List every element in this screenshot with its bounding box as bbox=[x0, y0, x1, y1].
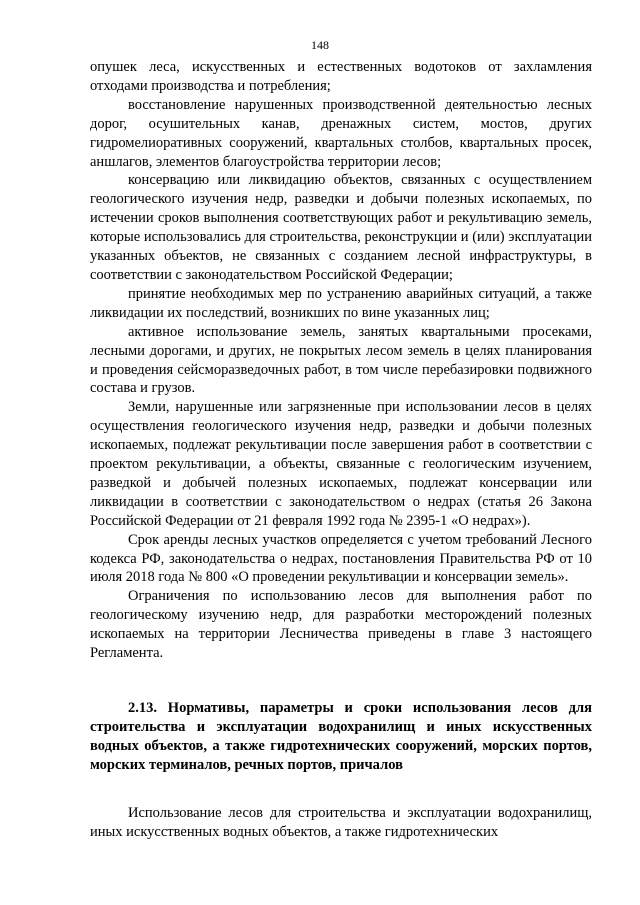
paragraph-forest-edges-cleanup: опушек леса, искусственных и естественных водотоков от захламления отходами производства и потребления; bbox=[90, 59, 592, 94]
paragraph-reservoir-use: Использование лесов для строительства и эксплуатации водохранилищ, иных искусственных водных объектов, а также гидротехнических bbox=[90, 804, 592, 840]
section-heading-2-13: 2.13. Нормативы, параметры и сроки использования лесов для строительства и эксплуатации водохранилищ и иных искусственных водных объектов, а также гидротехнических сооружений, морских портов, морских терминалов, речных портов, причалов bbox=[90, 700, 592, 773]
paragraph-emergency-measures: принятие необходимых мер по устранению аварийных ситуаций, а также ликвидации их последствий, возникших по вине указанных лиц; bbox=[90, 285, 592, 321]
paragraph-conservation-liquidation: консервацию или ликвидацию объектов, связанных с осуществлением геологического изучения недр, разведки и добычи полезных ископаемых, по истечении сроков выполнения соответствующих работ и рекультивацию земель, которые использовались для строительства, реконструкции и (или) эксплуатации указанных объектов, не связанных с созданием лесной инфраструктуры, в соответствии с законодательством Российской Федерации; bbox=[90, 172, 592, 283]
page-number: 148 bbox=[311, 38, 329, 52]
page-body bbox=[90, 58, 592, 841]
paragraph-infrastructure-restoration: восстановление нарушенных производственной деятельностью лесных дорог, осушительных канав, дренажных систем, мостов, других гидромелиоративных сооружений, квартальных столбов, квартальных просек, аншлагов, элементов благоустройства территории лесов; bbox=[90, 96, 592, 170]
paragraph-land-recultivation: Земли, нарушенные или загрязненные при использовании лесов в целях осуществления геологического изучения недр, разведки и добычи полезных ископаемых, подлежат рекультивации после завершения работ в соответствии с проектом рекультивации, а объекты, связанные с геологическим изучением, разведкой и добычей полезных ископаемых, подлежат консервации или ликвидации в соответствии с законодательством о недрах (статья 26 Закона Российской Федерации от 21 февраля 1992 года № 2395-1 «О недрах»). bbox=[90, 399, 592, 529]
paragraph-lease-term: Срок аренды лесных участков определяется с учетом требований Лесного кодекса РФ, законодательства о недрах, постановления Правительства РФ от 10 июля 2018 года № 800 «О проведении рекультивации и консервации земель». bbox=[90, 531, 592, 586]
paragraph-restrictions: Ограничения по использованию лесов для выполнения работ по геологическому изучению недр, для разработки месторождений полезных ископаемых на территории Лесничества приведены в главе 3 настоящего Регламента. bbox=[90, 588, 592, 662]
paragraph-seismic-land-use: активное использование земель, занятых квартальными просеками, лесными дорогами, и других, не покрытых лесом земель в целях планирования и проведения сейсморазведочных работ, в том числе перебазировки подвижного состава и грузов. bbox=[90, 323, 592, 397]
